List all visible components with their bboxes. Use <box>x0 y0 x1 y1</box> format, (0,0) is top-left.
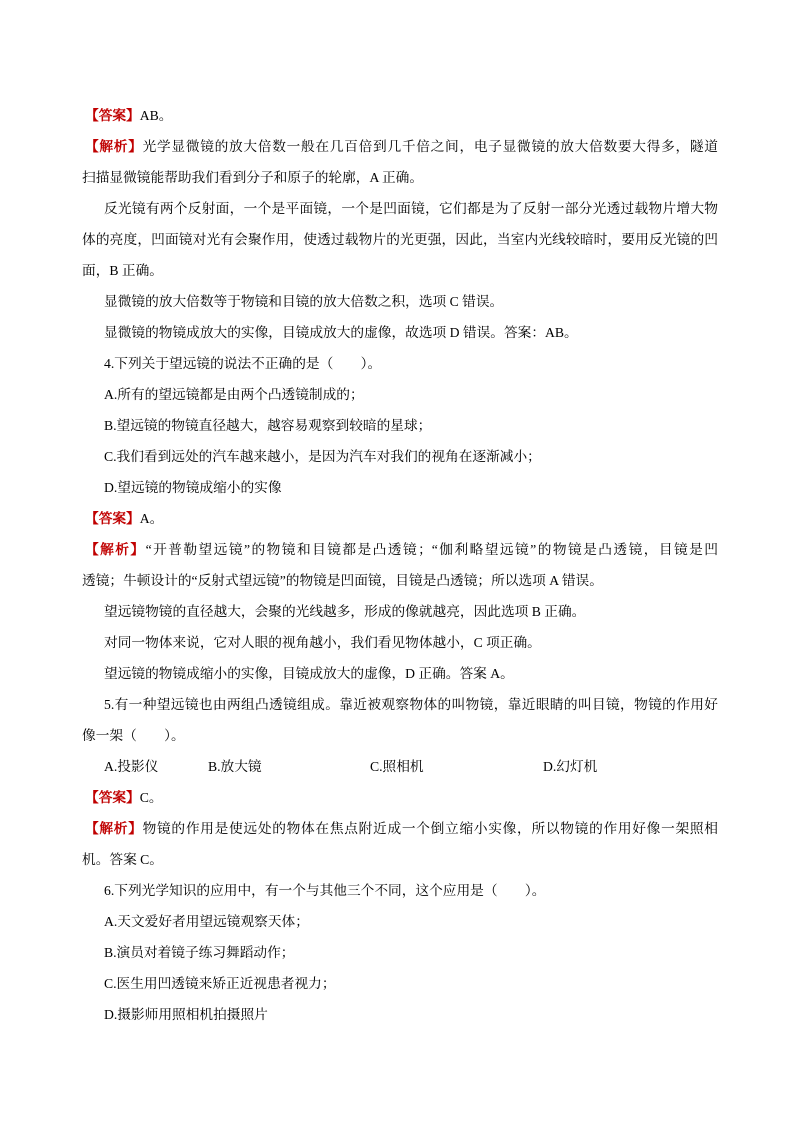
analysis-text: 物镜的作用是使远处的物体在焦点附近成一个倒立缩小实像，所以物镜的作用好像一架照相 <box>142 821 718 836</box>
answer-line <box>82 100 718 131</box>
analysis-line: 透镜；牛顿设计的“反射式望远镜”的物镜是凹面镜，目镜是凸透镜；所以选项 A 错误。 <box>82 573 603 588</box>
question-options-row <box>82 751 718 782</box>
analysis-paragraph: 显微镜的放大倍数等于物镜和目镜的放大倍数之积，选项 C 错误。 <box>104 294 504 309</box>
analysis-paragraph-line: 体的亮度，凹面镜对光有会聚作用，使透过载物片的光更强，因此，当室内光线较暗时，要用反光镜的凹 <box>82 232 718 247</box>
question-stem: 4.下列关于望远镜的说法不正确的是（ ）。 <box>104 356 382 371</box>
question-option: B.演员对着镜子练习舞蹈动作； <box>104 945 295 960</box>
answer-line <box>82 503 718 534</box>
question-option: C.医生用凹透镜来矫正近视患者视力； <box>104 976 336 991</box>
question-option: A.所有的望远镜都是由两个凸透镜制成的； <box>104 387 364 402</box>
answer-label: 【答案】 <box>85 108 140 123</box>
analysis-line: 机。答案 C。 <box>82 852 163 867</box>
question-stem: 5.有一种望远镜也由两组凸透镜组成。靠近被观察物体的叫物镜，靠近眼睛的叫目镜，物镜的作用好 <box>104 697 718 712</box>
analysis-line: 扫描显微镜能帮助我们看到分子和原子的轮廓，A 正确。 <box>82 170 424 185</box>
question-option: C.我们看到远处的汽车越来越小，是因为汽车对我们的视角在逐渐减小； <box>104 449 541 464</box>
answer-text: AB。 <box>139 108 173 123</box>
question-stem: 6.下列光学知识的应用中，有一个与其他三个不同，这个应用是（ ）。 <box>104 883 546 898</box>
document-body <box>82 100 718 1030</box>
analysis-line <box>82 813 718 844</box>
question-option: B.放大镜 <box>208 759 262 774</box>
answer-text: A。 <box>139 511 164 526</box>
analysis-paragraph-line: 面，B 正确。 <box>82 263 163 278</box>
analysis-paragraph: 显微镜的物镜成放大的实像，目镜成放大的虚像，故选项 D 错误。答案：AB。 <box>104 325 578 340</box>
analysis-paragraph: 望远镜物镜的直径越大，会聚的光线越多，形成的像就越亮，因此选项 B 正确。 <box>104 604 586 619</box>
analysis-paragraph-line: 反光镜有两个反射面，一个是平面镜，一个是凹面镜，它们都是为了反射一部分光透过载物片增大物 <box>104 201 718 216</box>
answer-text: C。 <box>139 790 163 805</box>
question-option: D.摄影师用照相机拍摄照片 <box>104 1007 268 1022</box>
question-option: D.幻灯机 <box>543 759 598 774</box>
analysis-label: 【解析】 <box>85 821 143 836</box>
analysis-paragraph: 对同一物体来说，它对人眼的视角越小，我们看见物体越小，C 项正确。 <box>104 635 541 650</box>
question-option: D.望远镜的物镜成缩小的实像 <box>104 480 282 495</box>
analysis-label: 【解析】 <box>85 139 143 154</box>
question-option: C.照相机 <box>370 759 424 774</box>
analysis-label: 【解析】 <box>85 542 146 557</box>
analysis-line <box>82 534 718 565</box>
question-stem: 像一架（ ）。 <box>82 728 185 743</box>
question-option: A.投影仪 <box>104 759 159 774</box>
answer-label: 【答案】 <box>85 511 140 526</box>
analysis-text: “开普勒望远镜”的物镜和目镜都是凸透镜；“伽利略望远镜”的物镜是凸透镜，目镜是凹 <box>145 542 718 557</box>
analysis-paragraph: 望远镜的物镜成缩小的实像，目镜成放大的虚像，D 正确。答案 A。 <box>104 666 514 681</box>
question-option: B.望远镜的物镜直径越大，越容易观察到较暗的星球； <box>104 418 432 433</box>
question-option: A.天文爱好者用望远镜观察天体； <box>104 914 309 929</box>
answer-label: 【答案】 <box>85 790 140 805</box>
answer-line <box>82 782 718 813</box>
analysis-text: 光学显微镜的放大倍数一般在几百倍到几千倍之间，电子显微镜的放大倍数要大得多，隧道 <box>142 139 718 154</box>
analysis-line <box>82 131 718 162</box>
